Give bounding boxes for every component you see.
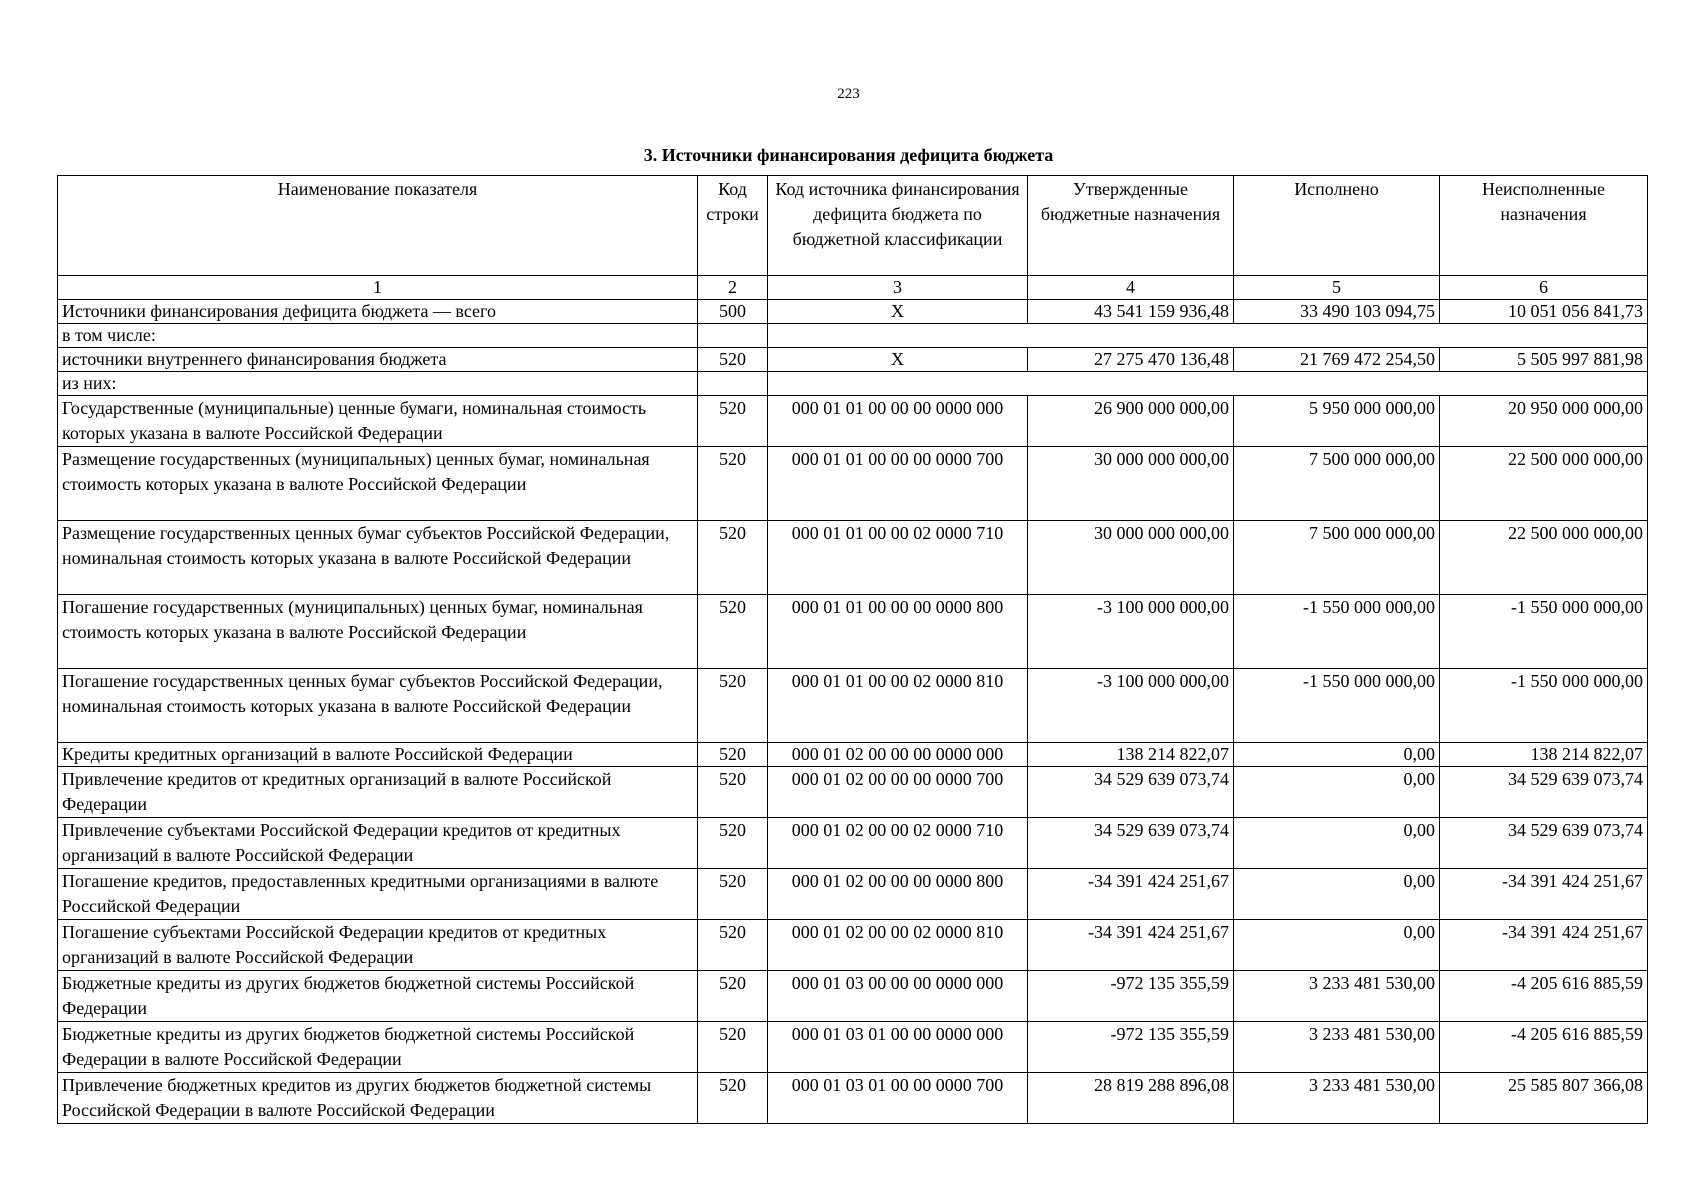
row-unexecuted: 34 529 639 073,74 (1440, 818, 1648, 869)
header-line-code: Код строки (698, 176, 768, 276)
row-line-code: 520 (698, 1073, 768, 1124)
row-unexecuted: 10 051 056 841,73 (1440, 300, 1648, 324)
row-executed: 7 500 000 000,00 (1234, 447, 1440, 521)
row-approved: 34 529 639 073,74 (1028, 818, 1234, 869)
row-source-code (768, 324, 1648, 348)
row-unexecuted: -4 205 616 885,59 (1440, 1022, 1648, 1073)
row-name: Кредиты кредитных организаций в валюте Российской Федерации (58, 743, 698, 767)
header-executed: Исполнено (1234, 176, 1440, 276)
row-executed: 3 233 481 530,00 (1234, 971, 1440, 1022)
row-source-code: 000 01 01 00 00 02 0000 810 (768, 669, 1028, 743)
row-executed: 0,00 (1234, 743, 1440, 767)
header-source-code: Код источника финансирования дефицита бюджета по бюджетной классификации (768, 176, 1028, 276)
row-unexecuted: 25 585 807 366,08 (1440, 1073, 1648, 1124)
row-source-code: 000 01 01 00 00 02 0000 710 (768, 521, 1028, 595)
row-executed: -1 550 000 000,00 (1234, 595, 1440, 669)
header-unexecuted: Неисполненные назначения (1440, 176, 1648, 276)
row-name: Привлечение кредитов от кредитных организаций в валюте Российской Федерации (58, 767, 698, 818)
column-number: 4 (1028, 276, 1234, 300)
row-line-code: 520 (698, 447, 768, 521)
row-source-code: 000 01 02 00 00 02 0000 810 (768, 920, 1028, 971)
table-row (58, 920, 1648, 971)
row-unexecuted: 34 529 639 073,74 (1440, 767, 1648, 818)
row-name: Погашение кредитов, предоставленных кредитными организациями в валюте Российской Федерации (58, 869, 698, 920)
row-executed: 21 769 472 254,50 (1234, 348, 1440, 372)
row-approved: 43 541 159 936,48 (1028, 300, 1234, 324)
section-title: 3. Источники финансирования дефицита бюджета (643, 145, 1054, 165)
row-line-code: 520 (698, 669, 768, 743)
row-source-code: 000 01 03 01 00 00 0000 700 (768, 1073, 1028, 1124)
row-unexecuted: -1 550 000 000,00 (1440, 595, 1648, 669)
row-unexecuted: -34 391 424 251,67 (1440, 869, 1648, 920)
row-source-code: 000 01 02 00 00 00 0000 800 (768, 869, 1028, 920)
table-row (58, 818, 1648, 869)
row-source-code: 000 01 02 00 00 00 0000 700 (768, 767, 1028, 818)
row-name: в том числе: (58, 324, 698, 348)
row-unexecuted: 22 500 000 000,00 (1440, 521, 1648, 595)
row-line-code: 520 (698, 767, 768, 818)
row-source-code (768, 372, 1648, 396)
row-source-code: 000 01 02 00 00 02 0000 710 (768, 818, 1028, 869)
table-row (58, 324, 1648, 348)
header-name: Наименование показателя (58, 176, 698, 276)
row-approved: -972 135 355,59 (1028, 1022, 1234, 1073)
row-unexecuted: -34 391 424 251,67 (1440, 920, 1648, 971)
row-source-code: X (768, 348, 1028, 372)
row-unexecuted: -4 205 616 885,59 (1440, 971, 1648, 1022)
header-approved: Утвержденные бюджетные назначения (1028, 176, 1234, 276)
row-name: Погашение государственных (муниципальных) ценных бумаг, номинальная стоимость которых указана в валюте Российской Федерации (58, 595, 698, 669)
row-name: источники внутреннего финансирования бюджета (58, 348, 698, 372)
row-executed: 3 233 481 530,00 (1234, 1073, 1440, 1124)
row-source-code: 000 01 03 01 00 00 0000 000 (768, 1022, 1028, 1073)
row-name: Привлечение бюджетных кредитов из других бюджетов бюджетной системы Российской Федерации в валюте Российской Федерации (58, 1073, 698, 1124)
table-row (58, 396, 1648, 447)
row-line-code (698, 324, 768, 348)
table-row (58, 1073, 1648, 1124)
row-executed: 7 500 000 000,00 (1234, 521, 1440, 595)
row-approved: -3 100 000 000,00 (1028, 669, 1234, 743)
row-line-code (698, 372, 768, 396)
row-name: Источники финансирования дефицита бюджета — всего (58, 300, 698, 324)
row-name: Государственные (муниципальные) ценные бумаги, номинальная стоимость которых указана в валюте Российской Федерации (58, 396, 698, 447)
row-approved: 27 275 470 136,48 (1028, 348, 1234, 372)
table-row (58, 521, 1648, 595)
row-line-code: 520 (698, 971, 768, 1022)
row-executed: 0,00 (1234, 920, 1440, 971)
row-line-code: 520 (698, 348, 768, 372)
row-approved: -972 135 355,59 (1028, 971, 1234, 1022)
table-row (58, 595, 1648, 669)
row-approved: -34 391 424 251,67 (1028, 920, 1234, 971)
row-line-code: 520 (698, 920, 768, 971)
row-executed: 33 490 103 094,75 (1234, 300, 1440, 324)
row-source-code: 000 01 01 00 00 00 0000 700 (768, 447, 1028, 521)
row-executed: 5 950 000 000,00 (1234, 396, 1440, 447)
row-line-code: 520 (698, 869, 768, 920)
page-number: 223 (837, 86, 860, 102)
column-numbers-row (58, 276, 1648, 300)
column-number: 5 (1234, 276, 1440, 300)
row-unexecuted: 20 950 000 000,00 (1440, 396, 1648, 447)
table-row (58, 372, 1648, 396)
row-line-code: 520 (698, 818, 768, 869)
row-approved: 30 000 000 000,00 (1028, 447, 1234, 521)
table-row (58, 971, 1648, 1022)
row-executed: 0,00 (1234, 818, 1440, 869)
column-number: 2 (698, 276, 768, 300)
row-executed: 0,00 (1234, 767, 1440, 818)
row-name: Бюджетные кредиты из других бюджетов бюджетной системы Российской Федерации (58, 971, 698, 1022)
table-row (58, 300, 1648, 324)
row-name: Размещение государственных (муниципальных) ценных бумаг, номинальная стоимость которых указана в валюте Российской Федерации (58, 447, 698, 521)
row-source-code: 000 01 03 00 00 00 0000 000 (768, 971, 1028, 1022)
column-number: 6 (1440, 276, 1648, 300)
row-name: Погашение субъектами Российской Федерации кредитов от кредитных организаций в валюте Российской Федерации (58, 920, 698, 971)
row-approved: 26 900 000 000,00 (1028, 396, 1234, 447)
table-row (58, 869, 1648, 920)
row-line-code: 520 (698, 1022, 768, 1073)
table-row (58, 669, 1648, 743)
row-unexecuted: -1 550 000 000,00 (1440, 669, 1648, 743)
row-unexecuted: 138 214 822,07 (1440, 743, 1648, 767)
row-unexecuted: 5 505 997 881,98 (1440, 348, 1648, 372)
row-approved: 30 000 000 000,00 (1028, 521, 1234, 595)
row-line-code: 520 (698, 521, 768, 595)
row-name: Привлечение субъектами Российской Федерации кредитов от кредитных организаций в валюте Российской Федерации (58, 818, 698, 869)
row-source-code: 000 01 02 00 00 00 0000 000 (768, 743, 1028, 767)
table-row (58, 1022, 1648, 1073)
financing-sources-table (57, 175, 1648, 1124)
row-line-code: 520 (698, 743, 768, 767)
row-executed: 0,00 (1234, 869, 1440, 920)
row-name: из них: (58, 372, 698, 396)
row-executed: -1 550 000 000,00 (1234, 669, 1440, 743)
column-number: 1 (58, 276, 698, 300)
row-name: Погашение государственных ценных бумаг субъектов Российской Федерации, номинальная стоимость которых указана в валюте Российской Федерации (58, 669, 698, 743)
row-approved: -3 100 000 000,00 (1028, 595, 1234, 669)
table-row (58, 767, 1648, 818)
header-row (58, 176, 1648, 276)
column-number: 3 (768, 276, 1028, 300)
row-unexecuted: 22 500 000 000,00 (1440, 447, 1648, 521)
table-row (58, 447, 1648, 521)
row-approved: -34 391 424 251,67 (1028, 869, 1234, 920)
table-row (58, 743, 1648, 767)
row-source-code: X (768, 300, 1028, 324)
row-approved: 138 214 822,07 (1028, 743, 1234, 767)
row-source-code: 000 01 01 00 00 00 0000 000 (768, 396, 1028, 447)
row-line-code: 500 (698, 300, 768, 324)
row-executed: 3 233 481 530,00 (1234, 1022, 1440, 1073)
row-name: Размещение государственных ценных бумаг субъектов Российской Федерации, номинальная стоимость которых указана в валюте Российской Федерации (58, 521, 698, 595)
row-name: Бюджетные кредиты из других бюджетов бюджетной системы Российской Федерации в валюте Российской Федерации (58, 1022, 698, 1073)
row-approved: 28 819 288 896,08 (1028, 1073, 1234, 1124)
row-line-code: 520 (698, 595, 768, 669)
row-approved: 34 529 639 073,74 (1028, 767, 1234, 818)
table-body (58, 300, 1648, 1124)
row-source-code: 000 01 01 00 00 00 0000 800 (768, 595, 1028, 669)
row-line-code: 520 (698, 396, 768, 447)
table-row (58, 348, 1648, 372)
